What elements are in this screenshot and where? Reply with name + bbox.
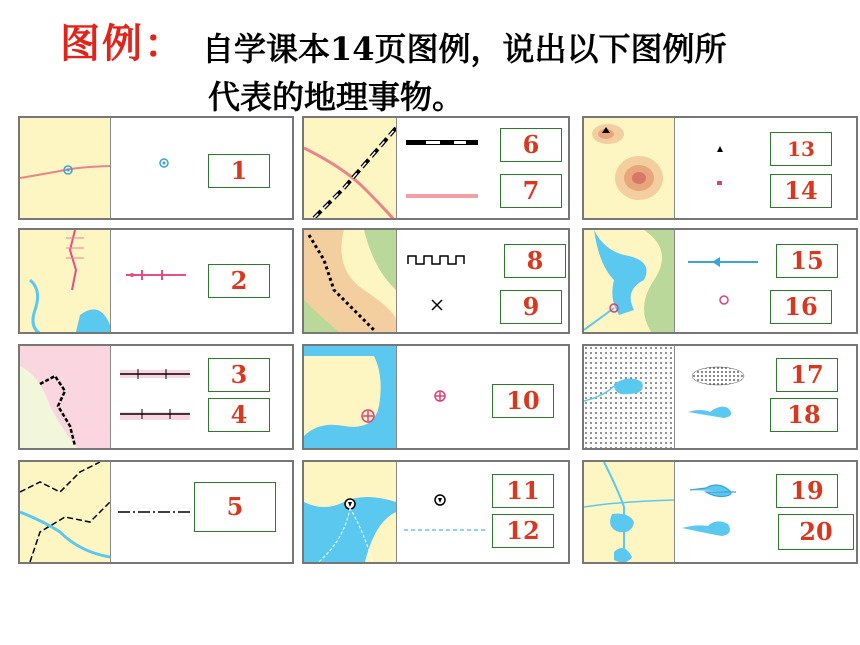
answer-box-20[interactable]: 20	[778, 514, 854, 550]
legend-panel-capital	[302, 344, 570, 450]
map-thumbnail	[304, 346, 397, 448]
legend-panel-town	[18, 116, 294, 220]
answer-box-4[interactable]: 4	[208, 398, 270, 432]
instruction-line-2: 代表的地理事物。	[208, 78, 465, 116]
map-thumbnail	[584, 118, 675, 218]
legend-panel-peak	[582, 116, 858, 220]
answer-box-8[interactable]: 8	[504, 244, 566, 278]
answer-box-19[interactable]: 19	[776, 474, 838, 508]
answer-box-18[interactable]: 18	[770, 398, 838, 432]
map-thumbnail	[304, 230, 397, 332]
answer-box-5[interactable]: 5	[194, 482, 276, 532]
answer-box-14[interactable]: 14	[770, 174, 832, 208]
answer-box-17[interactable]: 17	[776, 358, 838, 392]
instruction-line-1: 自学课本14页图例，说出以下图例所	[202, 30, 727, 68]
answer-box-1[interactable]: 1	[208, 154, 270, 188]
map-thumbnail	[20, 118, 111, 218]
answer-box-15[interactable]: 15	[776, 244, 838, 278]
legend-panel-lakes	[582, 460, 858, 564]
answer-box-10[interactable]: 10	[492, 384, 554, 418]
map-thumbnail	[20, 462, 111, 562]
answer-box-12[interactable]: 12	[492, 514, 554, 548]
legend-panel-river-reservoir	[582, 228, 858, 334]
answer-box-7[interactable]: 7	[500, 174, 562, 208]
answer-box-11[interactable]: 11	[492, 474, 554, 508]
answer-box-6[interactable]: 6	[500, 128, 562, 162]
map-thumbnail	[584, 230, 675, 332]
answer-box-2[interactable]: 2	[208, 264, 270, 298]
map-thumbnail	[20, 346, 111, 448]
map-thumbnail	[20, 230, 111, 332]
legend-panel-boundary	[18, 228, 294, 334]
map-thumbnail	[584, 346, 675, 448]
legend-panel-province-border	[18, 460, 294, 564]
legend-panel-swamp-lake	[582, 344, 858, 450]
answer-box-3[interactable]: 3	[208, 358, 270, 392]
map-thumbnail	[304, 118, 397, 218]
answer-box-16[interactable]: 16	[770, 290, 832, 324]
map-thumbnail	[584, 462, 675, 562]
heading-title: 图例：	[60, 21, 186, 67]
legend-panel-railway-road	[302, 116, 570, 220]
answer-box-13[interactable]: 13	[770, 132, 832, 166]
legend-panel-border-lines	[18, 344, 294, 450]
legend-panel-port-route	[302, 460, 570, 564]
map-thumbnail	[304, 462, 397, 562]
legend-panel-wall-pass	[302, 228, 570, 334]
answer-box-9[interactable]: 9	[500, 290, 562, 324]
